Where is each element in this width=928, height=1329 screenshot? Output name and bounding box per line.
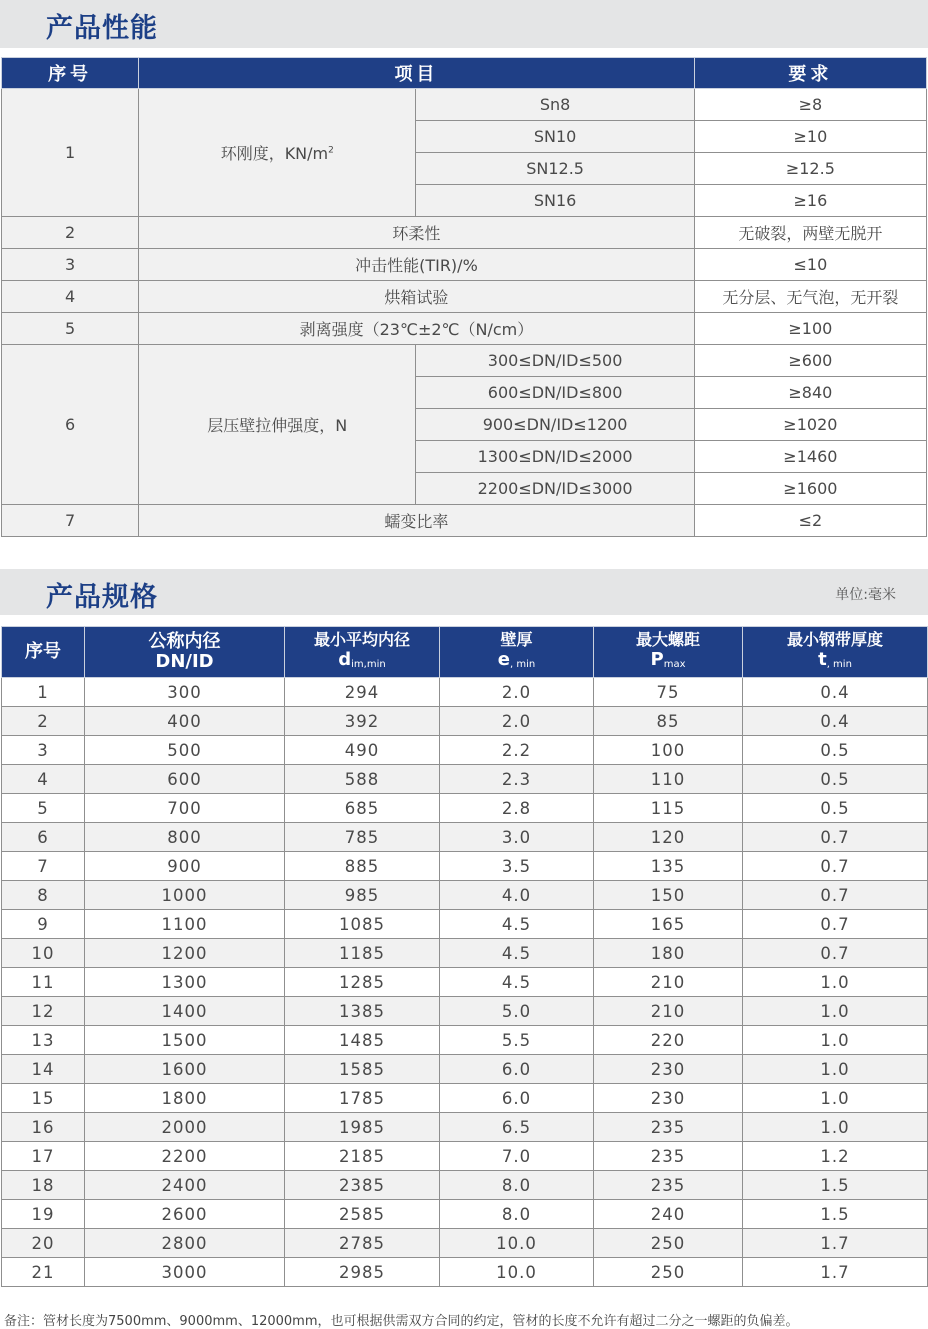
requirement-cell: ≤10 — [694, 249, 926, 281]
nominal-diameter-cell: 1000 — [85, 881, 285, 910]
nominal-diameter-cell: 1200 — [85, 939, 285, 968]
sub-item-cell: 2200≤DN/ID≤3000 — [416, 473, 694, 505]
nominal-diameter-cell: 3000 — [85, 1258, 285, 1287]
steel-strip-thickness-cell: 1.0 — [743, 968, 928, 997]
max-pitch-cell: 85 — [594, 707, 743, 736]
max-pitch-cell: 235 — [594, 1171, 743, 1200]
requirement-cell: ≥12.5 — [694, 153, 926, 185]
nominal-diameter-cell: 2400 — [85, 1171, 285, 1200]
wall-thickness-cell: 6.0 — [440, 1084, 594, 1113]
nominal-diameter-cell: 1400 — [85, 997, 285, 1026]
steel-strip-thickness-cell: 0.7 — [743, 881, 928, 910]
min-mean-diameter-cell: 2385 — [285, 1171, 440, 1200]
max-pitch-cell: 75 — [594, 678, 743, 707]
row-number: 12 — [2, 997, 85, 1026]
header-label: 壁厚 — [500, 629, 533, 649]
wall-thickness-cell: 4.5 — [440, 910, 594, 939]
steel-strip-thickness-cell: 0.7 — [743, 939, 928, 968]
steel-strip-thickness-cell: 1.0 — [743, 1084, 928, 1113]
table-row — [2, 1200, 928, 1229]
sub-item-cell: 1300≤DN/ID≤2000 — [416, 441, 694, 473]
wall-thickness-cell: 2.0 — [440, 678, 594, 707]
min-mean-diameter-cell: 1385 — [285, 997, 440, 1026]
max-pitch-cell: 115 — [594, 794, 743, 823]
wall-thickness-cell: 6.5 — [440, 1113, 594, 1142]
header-subscript: , min — [826, 658, 852, 670]
min-mean-diameter-cell: 2185 — [285, 1142, 440, 1171]
wall-thickness-cell: 7.0 — [440, 1142, 594, 1171]
row-number: 1 — [2, 678, 85, 707]
max-pitch-cell: 250 — [594, 1229, 743, 1258]
nominal-diameter-cell: 300 — [85, 678, 285, 707]
item-cell: 冲击性能(TIR)/% — [139, 249, 695, 281]
max-pitch-cell: 220 — [594, 1026, 743, 1055]
steel-strip-thickness-cell: 0.7 — [743, 823, 928, 852]
row-number: 2 — [2, 707, 85, 736]
row-number: 21 — [2, 1258, 85, 1287]
item-cell: 蠕变比率 — [139, 505, 695, 537]
row-number: 3 — [2, 736, 85, 765]
steel-strip-thickness-cell: 0.4 — [743, 707, 928, 736]
min-mean-diameter-cell: 1585 — [285, 1055, 440, 1084]
header-subscript: max — [663, 658, 686, 670]
steel-strip-thickness-cell: 1.2 — [743, 1142, 928, 1171]
header-symbol: d — [338, 648, 352, 670]
table-row — [2, 852, 928, 881]
sub-item-cell: SN16 — [416, 185, 694, 217]
max-pitch-cell: 230 — [594, 1055, 743, 1084]
min-mean-diameter-cell: 1285 — [285, 968, 440, 997]
wall-thickness-cell: 2.8 — [440, 794, 594, 823]
row-number: 19 — [2, 1200, 85, 1229]
max-pitch-cell: 210 — [594, 997, 743, 1026]
nominal-diameter-cell: 2800 — [85, 1229, 285, 1258]
wall-thickness-cell: 4.5 — [440, 939, 594, 968]
table-row — [2, 345, 927, 377]
header-no-label: 序号 — [25, 641, 61, 662]
section-title-performance: 产品性能 — [46, 13, 158, 44]
table-row — [2, 281, 927, 313]
specification-table — [1, 626, 928, 1287]
header-symbol: e — [497, 648, 510, 670]
nominal-diameter-cell: 400 — [85, 707, 285, 736]
table-row — [2, 505, 927, 537]
table-row — [2, 217, 927, 249]
row-number: 18 — [2, 1171, 85, 1200]
table-header-row — [2, 627, 928, 678]
max-pitch-cell: 210 — [594, 968, 743, 997]
wall-thickness-cell: 2.2 — [440, 736, 594, 765]
performance-table — [1, 57, 927, 537]
wall-thickness-cell: 10.0 — [440, 1229, 594, 1258]
row-number: 17 — [2, 1142, 85, 1171]
header-min-mean-diameter — [285, 627, 440, 678]
nominal-diameter-cell: 1800 — [85, 1084, 285, 1113]
wall-thickness-cell: 3.0 — [440, 823, 594, 852]
table-row — [2, 968, 928, 997]
sub-item-cell: 300≤DN/ID≤500 — [416, 345, 694, 377]
row-number: 14 — [2, 1055, 85, 1084]
header-wall-thickness — [440, 627, 594, 678]
row-number: 20 — [2, 1229, 85, 1258]
requirement-cell: ≥10 — [694, 121, 926, 153]
steel-strip-thickness-cell: 1.0 — [743, 997, 928, 1026]
min-mean-diameter-cell: 1785 — [285, 1084, 440, 1113]
row-number: 5 — [2, 794, 85, 823]
nominal-diameter-cell: 1300 — [85, 968, 285, 997]
table-row — [2, 1142, 928, 1171]
max-pitch-cell: 235 — [594, 1142, 743, 1171]
row-number: 10 — [2, 939, 85, 968]
min-mean-diameter-cell: 490 — [285, 736, 440, 765]
row-number: 13 — [2, 1026, 85, 1055]
table-row — [2, 939, 928, 968]
item-cell: 层压壁拉伸强度，N — [139, 345, 416, 505]
row-number: 7 — [2, 505, 139, 537]
wall-thickness-cell: 2.3 — [440, 765, 594, 794]
item-label: 环刚度，KN/m — [220, 144, 329, 163]
row-number: 3 — [2, 249, 139, 281]
header-no: 序号 — [2, 58, 139, 89]
requirement-cell: ≥1020 — [694, 409, 926, 441]
min-mean-diameter-cell: 588 — [285, 765, 440, 794]
table-row — [2, 1113, 928, 1142]
unit-label: 单位:毫米 — [835, 587, 896, 603]
nominal-diameter-cell: 1100 — [85, 910, 285, 939]
item-cell: 烘箱试验 — [139, 281, 695, 313]
steel-strip-thickness-cell: 1.5 — [743, 1200, 928, 1229]
requirement-cell: ≥600 — [694, 345, 926, 377]
nominal-diameter-cell: 700 — [85, 794, 285, 823]
steel-strip-thickness-cell: 0.5 — [743, 765, 928, 794]
sub-item-cell: 600≤DN/ID≤800 — [416, 377, 694, 409]
wall-thickness-cell: 3.5 — [440, 852, 594, 881]
min-mean-diameter-cell: 392 — [285, 707, 440, 736]
nominal-diameter-cell: 500 — [85, 736, 285, 765]
header-label: 最小平均内径 — [313, 629, 410, 649]
sub-item-cell: SN10 — [416, 121, 694, 153]
requirement-cell: 无分层、无气泡，无开裂 — [694, 281, 926, 313]
min-mean-diameter-cell: 1985 — [285, 1113, 440, 1142]
row-number: 5 — [2, 313, 139, 345]
requirement-cell: 无破裂，两壁无脱开 — [694, 217, 926, 249]
row-number: 16 — [2, 1113, 85, 1142]
row-number: 4 — [2, 765, 85, 794]
requirement-cell: ≤2 — [694, 505, 926, 537]
table-row — [2, 1258, 928, 1287]
table-row — [2, 1229, 928, 1258]
min-mean-diameter-cell: 785 — [285, 823, 440, 852]
table-row — [2, 765, 928, 794]
steel-strip-thickness-cell: 0.5 — [743, 736, 928, 765]
nominal-diameter-cell: 1600 — [85, 1055, 285, 1084]
max-pitch-cell: 110 — [594, 765, 743, 794]
header-subscript: , min — [510, 658, 536, 670]
table-row — [2, 997, 928, 1026]
steel-strip-thickness-cell: 1.0 — [743, 1055, 928, 1084]
section-title-specifications: 产品规格 — [46, 582, 158, 613]
sub-item-cell: Sn8 — [416, 89, 694, 121]
header-label: 最大螺距 — [635, 629, 700, 649]
header-item: 项目 — [139, 58, 695, 89]
max-pitch-cell: 250 — [594, 1258, 743, 1287]
sub-item-cell: SN12.5 — [416, 153, 694, 185]
table-header-row — [2, 58, 927, 89]
item-superscript: 2 — [328, 145, 334, 156]
table-row — [2, 89, 927, 121]
steel-strip-thickness-cell: 1.0 — [743, 1026, 928, 1055]
table-row — [2, 313, 927, 345]
max-pitch-cell: 120 — [594, 823, 743, 852]
steel-strip-thickness-cell: 1.7 — [743, 1258, 928, 1287]
header-label: 最小钢带厚度 — [786, 629, 883, 649]
wall-thickness-cell: 5.5 — [440, 1026, 594, 1055]
max-pitch-cell: 100 — [594, 736, 743, 765]
table-row — [2, 1026, 928, 1055]
sub-item-cell: 900≤DN/ID≤1200 — [416, 409, 694, 441]
max-pitch-cell: 240 — [594, 1200, 743, 1229]
wall-thickness-cell: 8.0 — [440, 1171, 594, 1200]
nominal-diameter-cell: 600 — [85, 765, 285, 794]
row-number: 2 — [2, 217, 139, 249]
min-mean-diameter-cell: 1085 — [285, 910, 440, 939]
row-number: 6 — [2, 823, 85, 852]
min-mean-diameter-cell: 885 — [285, 852, 440, 881]
nominal-diameter-cell: 900 — [85, 852, 285, 881]
wall-thickness-cell: 6.0 — [440, 1055, 594, 1084]
row-number: 4 — [2, 281, 139, 313]
row-number: 1 — [2, 89, 139, 217]
item-cell: 剥离强度（23℃±2℃（N/cm） — [139, 313, 695, 345]
row-number: 11 — [2, 968, 85, 997]
nominal-diameter-cell: 800 — [85, 823, 285, 852]
item-cell: 环柔性 — [139, 217, 695, 249]
table-row — [2, 249, 927, 281]
header-nominal-diameter — [85, 627, 285, 678]
table-row — [2, 1055, 928, 1084]
wall-thickness-cell: 4.0 — [440, 881, 594, 910]
table-row — [2, 823, 928, 852]
steel-strip-thickness-cell: 0.5 — [743, 794, 928, 823]
requirement-cell: ≥1460 — [694, 441, 926, 473]
table-row — [2, 881, 928, 910]
table-row — [2, 1171, 928, 1200]
max-pitch-cell: 135 — [594, 852, 743, 881]
requirement-cell: ≥8 — [694, 89, 926, 121]
table-row — [2, 1084, 928, 1113]
row-number: 6 — [2, 345, 139, 505]
requirement-cell: ≥1600 — [694, 473, 926, 505]
max-pitch-cell: 235 — [594, 1113, 743, 1142]
header-min-steel-strip-thickness — [743, 627, 928, 678]
steel-strip-thickness-cell: 0.4 — [743, 678, 928, 707]
wall-thickness-cell: 2.0 — [440, 707, 594, 736]
nominal-diameter-cell: 1500 — [85, 1026, 285, 1055]
requirement-cell: ≥16 — [694, 185, 926, 217]
steel-strip-thickness-cell: 1.0 — [743, 1113, 928, 1142]
nominal-diameter-cell: 2200 — [85, 1142, 285, 1171]
min-mean-diameter-cell: 1485 — [285, 1026, 440, 1055]
footnote: 备注：管材长度为7500mm、9000mm、12000mm，也可根据供需双方合同的约定，管材的长度不允许有超过二分之一螺距的负偏差。 — [4, 1314, 799, 1329]
max-pitch-cell: 180 — [594, 939, 743, 968]
item-cell — [139, 89, 416, 217]
table-row — [2, 707, 928, 736]
header-max-pitch — [594, 627, 743, 678]
min-mean-diameter-cell: 2985 — [285, 1258, 440, 1287]
header-subscript: im,min — [351, 658, 386, 670]
specification-table-body — [2, 678, 928, 1287]
min-mean-diameter-cell: 294 — [285, 678, 440, 707]
steel-strip-thickness-cell: 0.7 — [743, 910, 928, 939]
max-pitch-cell: 150 — [594, 881, 743, 910]
steel-strip-thickness-cell: 1.7 — [743, 1229, 928, 1258]
wall-thickness-cell: 10.0 — [440, 1258, 594, 1287]
row-number: 9 — [2, 910, 85, 939]
table-row — [2, 794, 928, 823]
wall-thickness-cell: 8.0 — [440, 1200, 594, 1229]
min-mean-diameter-cell: 2585 — [285, 1200, 440, 1229]
requirement-cell: ≥100 — [694, 313, 926, 345]
section-header-performance — [0, 0, 928, 48]
steel-strip-thickness-cell: 1.5 — [743, 1171, 928, 1200]
header-no — [2, 627, 85, 678]
header-label: 公称内径 — [148, 631, 221, 652]
min-mean-diameter-cell: 2785 — [285, 1229, 440, 1258]
steel-strip-thickness-cell: 0.7 — [743, 852, 928, 881]
row-number: 15 — [2, 1084, 85, 1113]
header-symbol: P — [650, 648, 664, 670]
header-symbol: t — [818, 648, 827, 670]
requirement-cell: ≥840 — [694, 377, 926, 409]
max-pitch-cell: 165 — [594, 910, 743, 939]
row-number: 8 — [2, 881, 85, 910]
min-mean-diameter-cell: 985 — [285, 881, 440, 910]
wall-thickness-cell: 5.0 — [440, 997, 594, 1026]
table-row — [2, 678, 928, 707]
row-number: 7 — [2, 852, 85, 881]
wall-thickness-cell: 4.5 — [440, 968, 594, 997]
table-row — [2, 736, 928, 765]
section-header-specifications — [0, 569, 928, 615]
min-mean-diameter-cell: 685 — [285, 794, 440, 823]
nominal-diameter-cell: 2000 — [85, 1113, 285, 1142]
header-symbol: DN/ID — [155, 651, 214, 672]
max-pitch-cell: 230 — [594, 1084, 743, 1113]
nominal-diameter-cell: 2600 — [85, 1200, 285, 1229]
table-row — [2, 910, 928, 939]
header-requirement: 要求 — [694, 58, 926, 89]
min-mean-diameter-cell: 1185 — [285, 939, 440, 968]
